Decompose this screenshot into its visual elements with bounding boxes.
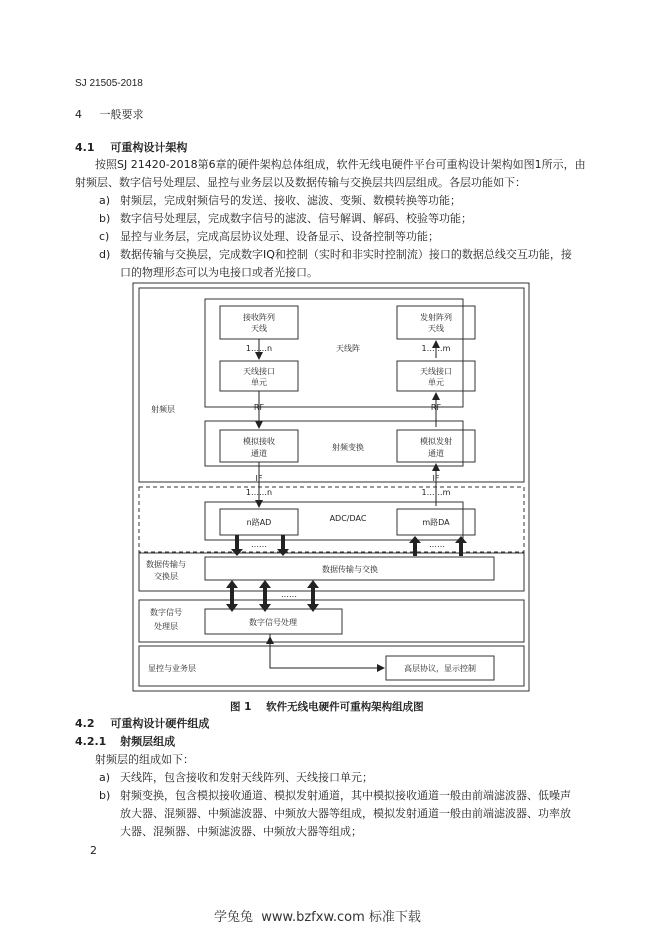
transfer-layer-line1: 数据传输与 bbox=[146, 560, 186, 569]
tx-iface-line2: 单元 bbox=[428, 378, 444, 387]
tx-count: 1……m bbox=[421, 344, 451, 353]
list-item-c-label: c) bbox=[99, 230, 110, 243]
rx-count-2: 1……n bbox=[245, 488, 273, 497]
rf-item-b-line3: 大器、混频器、中频滤波器、中频放大器等组成； bbox=[120, 825, 362, 838]
section-4-number: 4 bbox=[75, 108, 82, 121]
tx-array-line2: 天线 bbox=[428, 324, 444, 333]
page-number: 2 bbox=[90, 844, 97, 857]
ellipsis-3: …… bbox=[281, 590, 297, 599]
section-4-2-heading bbox=[75, 716, 209, 732]
list-item-d-text-line1: 数据传输与交换层，完成数字IQ和控制（实时和非实时控制流）接口的数据总线交互功能，接 bbox=[120, 248, 572, 261]
tx-channel-line1: 模拟发射 bbox=[420, 437, 452, 446]
section-4-1-intro-line1: 按照SJ 21420-2018第6章的硬件架构总体组成，软件无线电硬件平台可重构设计架构如图1所示，由 bbox=[95, 158, 586, 171]
ad-label: n路AD bbox=[246, 518, 272, 527]
tx-channel-line2: 通道 bbox=[428, 449, 444, 458]
section-4-1-intro-line2: 射频层、数字信号处理层、显控与业务层以及数据传输与交换层共四层组成。各层功能如下： bbox=[75, 176, 526, 189]
rx-iface-line2: 单元 bbox=[251, 378, 267, 387]
list-item-b-text: 数字信号处理层，完成数字信号的滤波、信号解调、解码、校验等功能； bbox=[120, 212, 472, 225]
section-4-2-1-heading bbox=[75, 734, 175, 750]
tx-iface-line1: 天线接口 bbox=[420, 367, 452, 376]
bi-arrow-1 bbox=[226, 604, 238, 612]
section-4-2-1-intro: 射频层的组成如下： bbox=[95, 753, 194, 766]
dsp-layer-line1: 数字信号 bbox=[150, 608, 182, 617]
list-item-d-label: d) bbox=[99, 248, 111, 261]
section-4-2-number: 4.2 bbox=[75, 717, 95, 730]
da-label: m路DA bbox=[422, 518, 450, 527]
section-4-2-1-title: 射频层组成 bbox=[120, 735, 176, 748]
protocol-box-label: 高层协议，显示控制 bbox=[404, 664, 476, 673]
freq-conv-label: 射频变换 bbox=[332, 443, 364, 452]
tx-count-2: 1……m bbox=[421, 488, 451, 497]
rf-label-right: RF bbox=[430, 403, 442, 412]
if-label-left: IF bbox=[255, 474, 263, 483]
display-layer-label: 显控与业务层 bbox=[148, 664, 196, 673]
rf-layer-label: 射频层 bbox=[151, 405, 175, 414]
rf-item-a-label: a) bbox=[99, 771, 111, 784]
rx-count: 1……n bbox=[245, 344, 273, 353]
dsp-box-label: 数字信号处理 bbox=[249, 618, 297, 627]
ellipsis-1: …… bbox=[251, 540, 267, 549]
dsp-layer-box bbox=[139, 600, 524, 642]
dsp-to-protocol-arrow bbox=[270, 634, 383, 668]
list-item-c-text: 显控与业务层，完成高层协议处理、设备显示、设备控制等功能； bbox=[120, 230, 439, 243]
section-4-2-title: 可重构设计硬件组成 bbox=[110, 717, 210, 730]
rx-channel-line2: 通道 bbox=[251, 449, 267, 458]
antenna-array-label: 天线阵 bbox=[336, 344, 360, 353]
section-4-1-number: 4.1 bbox=[75, 141, 95, 154]
list-item-d-text-line2: 口的物理形态可以为电接口或者光接口。 bbox=[120, 266, 318, 279]
list-item-a-text: 射频层，完成射频信号的发送、接收、滤波、变频、数模转换等功能； bbox=[120, 194, 461, 207]
dsp-layer-line2: 处理层 bbox=[154, 622, 178, 631]
rf-item-b-line1: 射频变换，包含模拟接收通道、模拟发射通道，其中模拟接收通道一般由前端滤波器、低噪声 bbox=[120, 789, 571, 802]
rx-iface-line1: 天线接口 bbox=[243, 367, 275, 376]
list-item-a-label: a) bbox=[99, 194, 111, 207]
rf-item-a-text: 天线阵，包含接收和发射天线阵列、天线接口单元； bbox=[120, 771, 373, 784]
standard-code: SJ 21505-2018 bbox=[75, 78, 143, 89]
adc-dac-label: ADC/DAC bbox=[329, 514, 367, 523]
section-4-2-1-number: 4.2.1 bbox=[75, 735, 107, 748]
rx-array-line2: 天线 bbox=[251, 324, 267, 333]
rx-array-box bbox=[220, 306, 298, 339]
dsp-up-arrowhead bbox=[266, 636, 274, 644]
figure-caption: 图 1 软件无线电硬件可重构架构组成图 bbox=[230, 701, 424, 713]
transfer-box-label: 数据传输与交换 bbox=[322, 565, 378, 574]
section-4-1-title: 可重构设计架构 bbox=[110, 141, 188, 154]
bi-arrow-2 bbox=[259, 604, 271, 612]
rf-item-b-label: b) bbox=[99, 789, 111, 802]
tx-array-line1: 发射阵列 bbox=[420, 313, 452, 322]
rx-array-line1: 接收阵列 bbox=[243, 313, 275, 322]
ellipsis-2: …… bbox=[429, 540, 445, 549]
footer-watermark: 学兔兔 www.bzfxw.com 标准下载 bbox=[214, 910, 421, 925]
rf-item-b-line2: 放大器、混频器、中频滤波器、中频放大器等组成，模拟发射通道一般由前端滤波器、功率放 bbox=[120, 807, 571, 820]
rf-layer-box bbox=[139, 288, 524, 482]
rx-channel-line1: 模拟接收 bbox=[243, 437, 275, 446]
section-4-title: 一般要求 bbox=[99, 108, 144, 121]
if-label-right: IF bbox=[432, 474, 440, 483]
bi-arrow-3 bbox=[307, 604, 319, 612]
rf-label-left: RF bbox=[253, 403, 265, 412]
list-item-b-label: b) bbox=[99, 212, 111, 225]
transfer-layer-line2: 交换层 bbox=[154, 572, 178, 581]
